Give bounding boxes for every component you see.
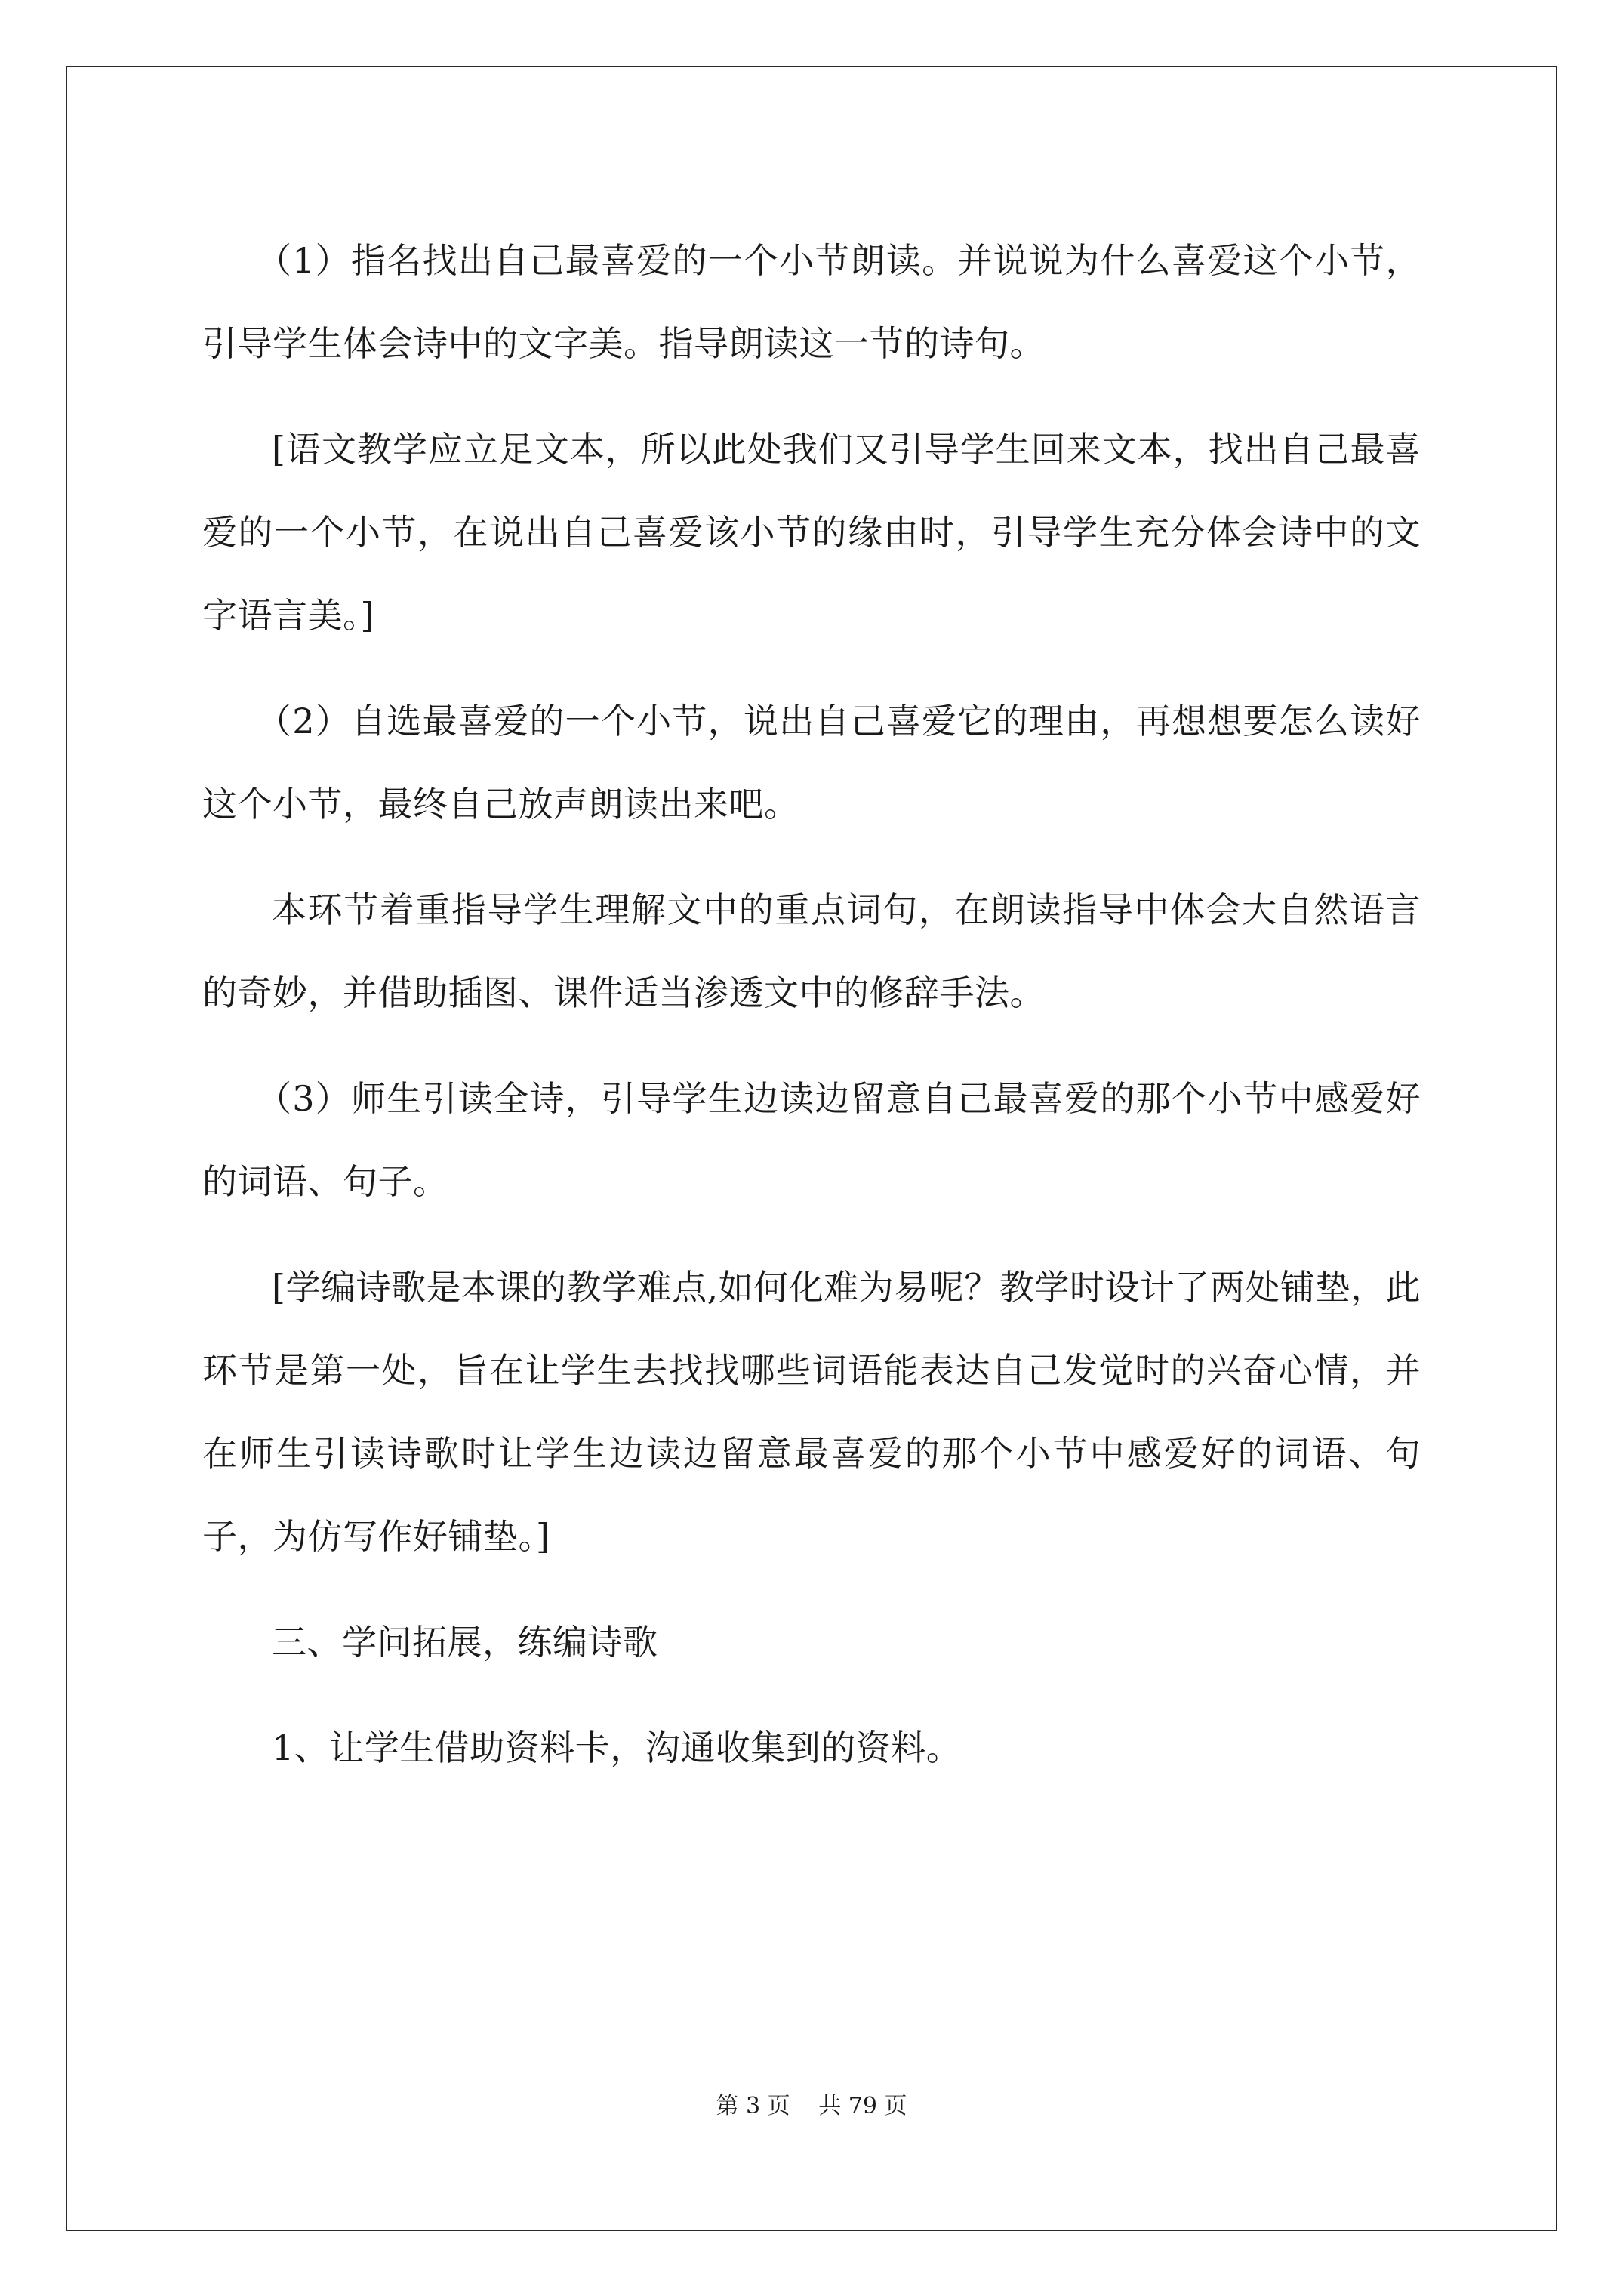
page-number-current: 第 3 页	[716, 2093, 790, 2119]
page-number-total: 共 79 页	[818, 2093, 907, 2119]
paragraph: 本环节着重指导学生理解文中的重点词句，在朗读指导中体会大自然语言的奇妙，并借助插图、课件适当渗透文中的修辞手法。	[202, 889, 1421, 1013]
paragraph: （1）指名找出自己最喜爱的一个小节朗读。并说说为什么喜爱这个小节，引导学生体会诗中的文字美。指导朗读这一节的诗句。	[202, 240, 1421, 364]
paragraph: （3）师生引读全诗，引导学生边读边留意自己最喜爱的那个小节中感爱好的词语、句子。	[202, 1078, 1421, 1202]
page-footer	[0, 2091, 1623, 2122]
paragraph: [学编诗歌是本课的教学难点,如何化难为易呢？教学时设计了两处铺垫，此环节是第一处，旨在让学生去找找哪些词语能表达自己发觉时的兴奋心情，并在师生引读诗歌时让学生边读边留意最喜爱的那个小节中感爱好的词语、句子，为仿写作好铺垫。]	[202, 1267, 1421, 1557]
paragraph: 1、让学生借助资料卡，沟通收集到的资料。	[272, 1727, 962, 1768]
document-body	[202, 219, 1421, 1812]
paragraph: （2）自选最喜爱的一个小节，说出自己喜爱它的理由，再想想要怎么读好这个小节，最终自己放声朗读出来吧。	[202, 701, 1421, 824]
paragraph: [语文教学应立足文本，所以此处我们又引导学生回来文本，找出自己最喜爱的一个小节，在说出自己喜爱该小节的缘由时，引导学生充分体会诗中的文字语言美。]	[202, 429, 1421, 636]
section-heading: 三、学问拓展，练编诗歌	[272, 1622, 658, 1663]
